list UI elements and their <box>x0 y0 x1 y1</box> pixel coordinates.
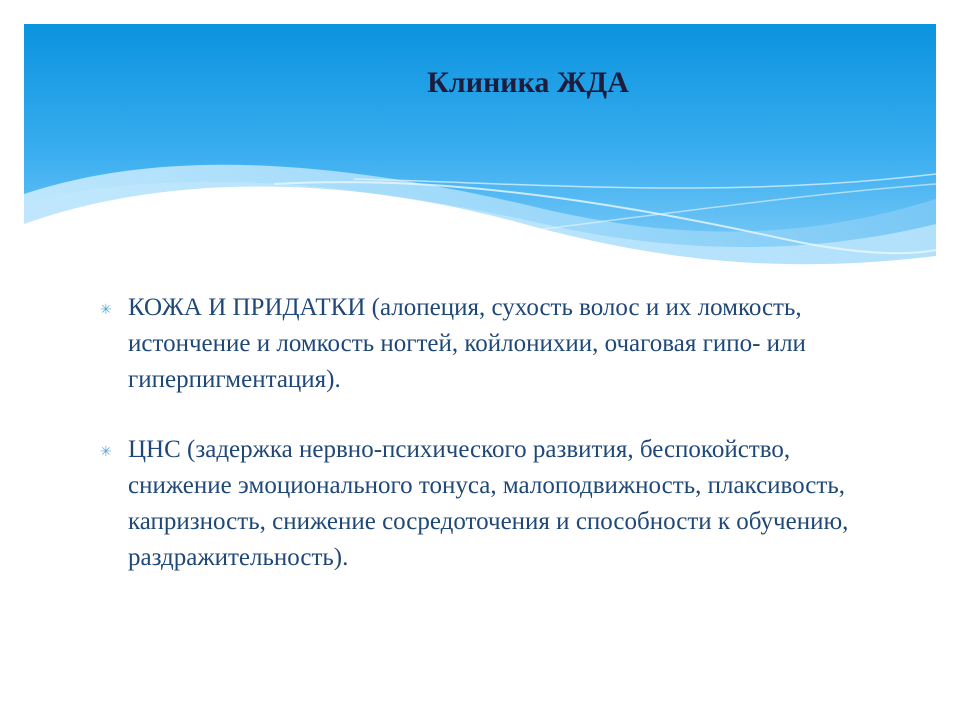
bullet-item <box>100 432 860 576</box>
asterisk-bullet-icon: ✳ <box>100 444 112 460</box>
header-wave-band <box>24 24 936 284</box>
asterisk-bullet-icon: ✳ <box>100 302 112 318</box>
wave-background-graphic <box>24 24 936 284</box>
slide-title: Клиника ЖДА <box>427 66 629 99</box>
bullet-text: ЦНС (задержка нервно-психического развития, беспокойство, снижение эмоционального тонуса, малоподвижность, плаксивость, капризность, снижение сосредоточения и способности к обучению, раздражительность). <box>128 436 849 571</box>
bullet-list <box>100 290 860 610</box>
bullet-item <box>100 290 860 398</box>
bullet-text: КОЖА И ПРИДАТКИ (алопеция, сухость волос и их ломкость, истончение и ломкость ногтей, койлонихии, очаговая гипо- или гиперпигментация). <box>128 294 806 393</box>
